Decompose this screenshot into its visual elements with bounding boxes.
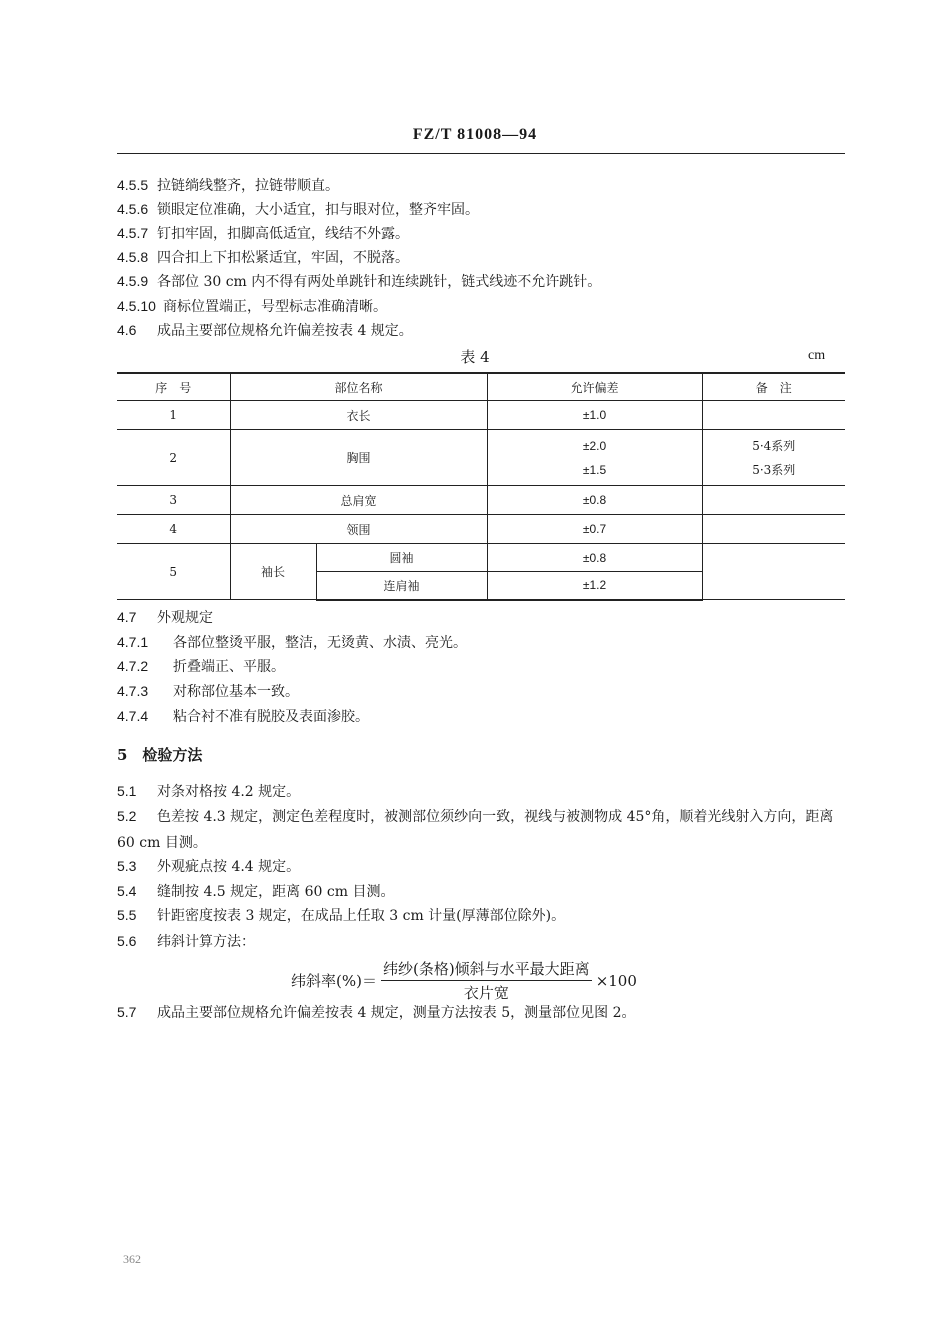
clause-text: 外观疵点按 4.4 规定。 xyxy=(157,859,301,875)
clause-text: 外观规定 xyxy=(157,610,213,626)
weft-skew-formula xyxy=(291,958,637,1003)
table-header-row xyxy=(117,373,845,401)
clause-number: 5.4 xyxy=(117,883,137,899)
clause-number: 4.7.1 xyxy=(117,634,149,650)
header-part: 部位名称 xyxy=(230,373,487,401)
table-caption: 表 4 xyxy=(460,348,490,366)
cell-seq: 3 xyxy=(117,486,230,515)
cell-seq: 2 xyxy=(117,430,230,486)
clause-number: 4.7 xyxy=(117,609,137,625)
tolerance-table xyxy=(117,372,845,601)
clause-text: 拉链绱线整齐，拉链带顺直。 xyxy=(157,178,339,194)
formula-denominator: 衣片宽 xyxy=(463,984,509,1002)
header-tolerance: 允许偏差 xyxy=(487,373,702,401)
table-row xyxy=(117,486,845,515)
clause-number: 5.3 xyxy=(117,858,137,874)
clause-text: 折叠端正、平服。 xyxy=(173,659,285,675)
clause-5-3 xyxy=(117,856,300,876)
clause-number: 4.5.9 xyxy=(117,273,149,289)
clause-text: 纬斜计算方法： xyxy=(157,934,255,950)
clause-text: 各部位 30 cm 内不得有两处单跳针和连续跳针，链式线迹不允许跳针。 xyxy=(157,274,602,290)
clause-number: 4.7.2 xyxy=(117,658,149,674)
cell-remark xyxy=(702,401,845,430)
clause-5-6 xyxy=(117,931,255,951)
formula-multiplier: ×100 xyxy=(595,971,637,990)
clause-number: 5.6 xyxy=(117,933,137,949)
clause-text: 商标位置端正，号型标志准确清晰。 xyxy=(163,299,387,315)
cell-tolerance: ±1.0 xyxy=(487,401,702,430)
table-row xyxy=(117,544,845,572)
clause-4-5-8 xyxy=(117,247,409,267)
clause-text: 缝制按 4.5 规定，距离 60 cm 目测。 xyxy=(157,884,395,900)
cell-remark xyxy=(702,486,845,515)
clause-number: 4.5.10 xyxy=(117,298,156,314)
formula-lhs: 纬斜率(%)＝ xyxy=(291,972,377,990)
table-row xyxy=(117,515,845,544)
clause-text: 粘合衬不准有脱胶及表面渗胶。 xyxy=(173,709,369,725)
clause-4-5-10 xyxy=(117,296,387,316)
clause-number: 4.7.4 xyxy=(117,708,149,724)
clause-5-2 xyxy=(117,803,847,856)
cell-remark xyxy=(702,515,845,544)
cell-subpart: 连肩袖 xyxy=(316,572,487,600)
remark-value: 5·4系列 xyxy=(752,438,796,453)
clause-number: 4.5.8 xyxy=(117,249,149,265)
cell-tolerance: ±0.8 xyxy=(487,544,702,572)
clause-number: 4.7.3 xyxy=(117,683,149,699)
clause-4-5-5 xyxy=(117,175,339,195)
clause-4-7-3 xyxy=(117,681,299,701)
clause-number: 4.5.5 xyxy=(117,177,149,193)
clause-text: 成品主要部位规格允许偏差按表 4 规定。 xyxy=(157,323,413,339)
formula-numerator: 纬纱(条格)倾斜与水平最大距离 xyxy=(381,958,592,981)
clause-4-7-1 xyxy=(117,632,467,652)
clause-4-7-4 xyxy=(117,706,369,726)
cell-remark xyxy=(702,544,845,600)
cell-remark xyxy=(702,430,845,486)
clause-number: 5.7 xyxy=(117,1004,137,1020)
clause-5-1 xyxy=(117,781,300,801)
cell-subpart: 圆袖 xyxy=(316,544,487,572)
clause-4-6 xyxy=(117,320,413,340)
clause-number: 4.5.6 xyxy=(117,201,149,217)
clause-5-4 xyxy=(117,881,394,901)
cell-tolerance xyxy=(487,430,702,486)
cell-part: 胸围 xyxy=(230,430,487,486)
clause-4-5-9 xyxy=(117,271,601,291)
cell-part: 领围 xyxy=(230,515,487,544)
section-5-title: 5 检验方法 xyxy=(117,746,203,764)
header-remark: 备 注 xyxy=(702,373,845,401)
cell-seq: 4 xyxy=(117,515,230,544)
page-number: 362 xyxy=(123,1252,141,1266)
tolerance-value: ±1.5 xyxy=(582,462,607,477)
clause-number: 5.1 xyxy=(117,783,137,799)
clause-5-7 xyxy=(117,1002,636,1022)
clause-text: 色差按 4.3 规定，测定色差程度时，被测部位须纱向一致，视线与被测物成 45°角，顺着光线射入方向，距离 60 cm 目测。 xyxy=(117,809,834,851)
cell-tolerance: ±0.8 xyxy=(487,486,702,515)
clause-number: 5.5 xyxy=(117,907,137,923)
formula-fraction xyxy=(381,958,592,1003)
cell-seq: 1 xyxy=(117,401,230,430)
remark-value: 5·3系列 xyxy=(752,462,796,477)
table-row xyxy=(117,401,845,430)
cell-seq: 5 xyxy=(117,544,230,600)
clause-text: 成品主要部位规格允许偏差按表 4 规定，测量方法按表 5，测量部位见图 2。 xyxy=(157,1005,636,1021)
table-unit: cm xyxy=(808,348,826,363)
cell-part: 袖长 xyxy=(230,544,316,600)
clause-5-5 xyxy=(117,905,565,925)
clause-number: 4.5.7 xyxy=(117,225,149,241)
header-divider xyxy=(117,153,845,154)
clause-text: 锁眼定位准确，大小适宜，扣与眼对位，整齐牢固。 xyxy=(157,202,479,218)
clause-4-5-7 xyxy=(117,223,409,243)
table-row xyxy=(117,430,845,486)
clause-text: 对条对格按 4.2 规定。 xyxy=(157,784,301,800)
clause-4-7-2 xyxy=(117,656,285,676)
clause-number: 4.6 xyxy=(117,322,137,338)
header-seq: 序 号 xyxy=(117,373,230,401)
cell-part: 衣长 xyxy=(230,401,487,430)
clause-4-5-6 xyxy=(117,199,479,219)
tolerance-value: ±2.0 xyxy=(582,438,607,453)
clause-text: 钉扣牢固，扣脚高低适宜，线结不外露。 xyxy=(157,226,409,242)
clause-text: 针距密度按表 3 规定，在成品上任取 3 cm 计量(厚薄部位除外)。 xyxy=(157,908,566,924)
cell-tolerance: ±0.7 xyxy=(487,515,702,544)
clause-4-7 xyxy=(117,607,213,627)
standard-number-header: FZ/T 81008—94 xyxy=(412,126,538,143)
clause-text: 对称部位基本一致。 xyxy=(173,684,299,700)
cell-part: 总肩宽 xyxy=(230,486,487,515)
clause-text: 各部位整烫平服，整洁，无烫黄、水渍、亮光。 xyxy=(173,635,467,651)
clause-number: 5.2 xyxy=(117,808,137,824)
clause-text: 四合扣上下扣松紧适宜，牢固，不脱落。 xyxy=(157,250,409,266)
cell-tolerance: ±1.2 xyxy=(487,572,702,600)
